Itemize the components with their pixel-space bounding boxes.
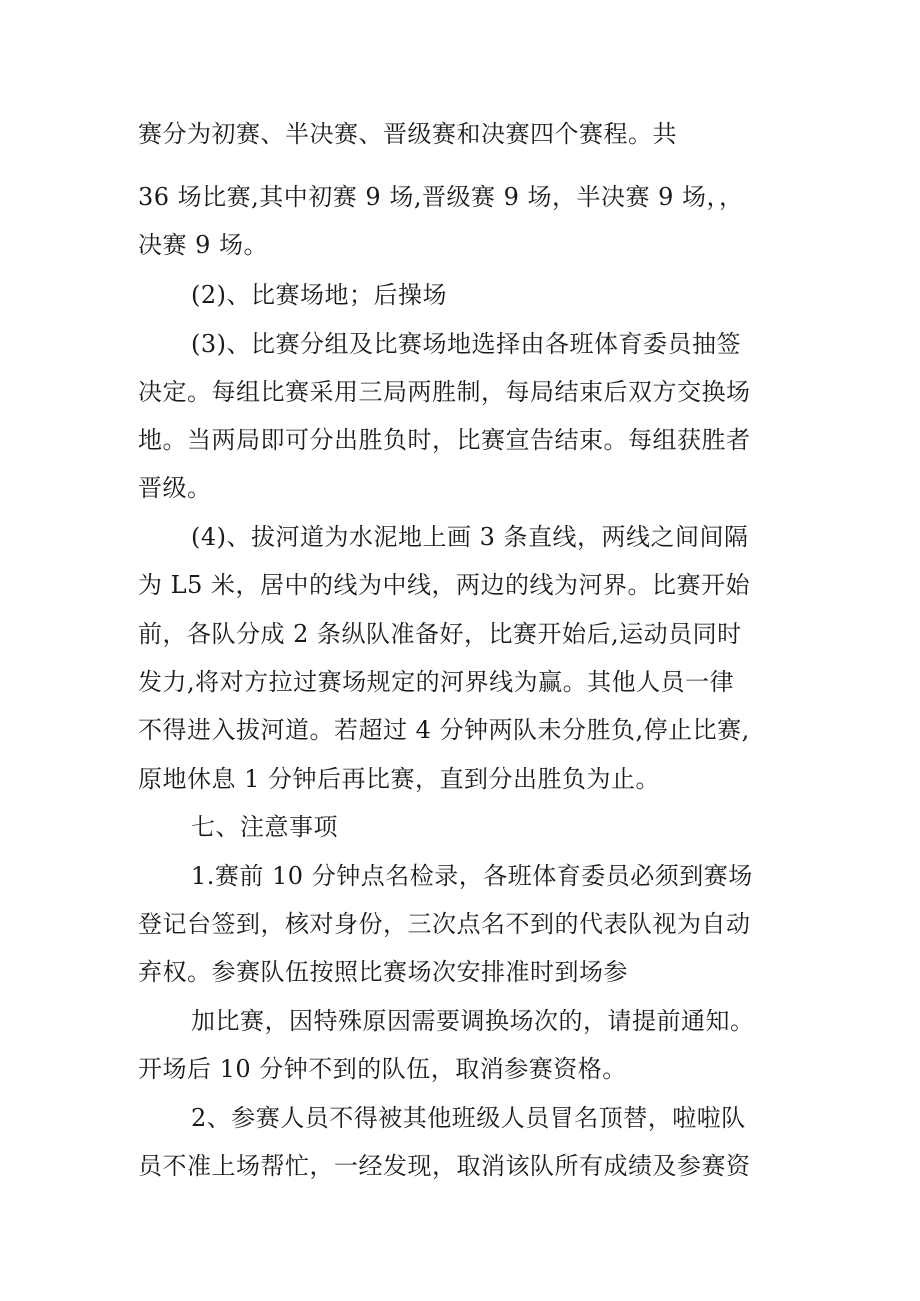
text-line: 加比赛，因特殊原因需要调换场次的，请提前通知。 (191, 1007, 755, 1035)
text-line: 地。当两局即可分出胜负时，比赛宣告结束。每组获胜者 (138, 426, 751, 454)
section-heading: 七、注意事项 (191, 813, 338, 841)
text-line: 员不准上场帮忙，一经发现，取消该队所有成绩及参赛资 (138, 1152, 751, 1180)
text-line: 决定。每组比赛采用三局两胜制，每局结束后双方交换场 (138, 378, 751, 406)
text-line: 决赛 9 场。 (138, 231, 269, 259)
text-line: 弃权。参赛队伍按照比赛场次安排准时到场参 (138, 958, 628, 986)
text-line: 1.赛前 10 分钟点名检录，各班体育委员必须到赛场 (191, 862, 753, 890)
text-line: 发力,将对方拉过赛场规定的河界线为赢。其他人员一律 (138, 668, 735, 696)
text-line: 开场后 10 分钟不到的队伍，取消参赛资格。 (138, 1055, 627, 1083)
text-line: 为 L5 米，居中的线为中线，两边的线为河界。比赛开始 (138, 571, 750, 599)
text-line: 登记台签到，核对身份，三次点名不到的代表队视为自动 (138, 910, 751, 938)
text-line: 原地休息 1 分钟后再比赛，直到分出胜负为止。 (138, 765, 661, 793)
text-line: (3)、比赛分组及比赛场地选择由各班体育委员抽签 (191, 330, 741, 358)
text-line: 2、参赛人员不得被其他班级人员冒名顶替，啦啦队 (191, 1104, 746, 1132)
text-line: 不得进入拔河道。若超过 4 分钟两队未分胜负,停止比赛, (138, 716, 750, 744)
text-line: 36 场比赛,其中初赛 9 场,晋级赛 9 场，半决赛 9 场，， (138, 183, 744, 211)
text-line: (4)、拔河道为水泥地上画 3 条直线，两线之间间隔 (191, 523, 749, 551)
text-line: 前，各队分成 2 条纵队准备好，比赛开始后,运动员同时 (138, 620, 742, 648)
text-line: 赛分为初赛、半决赛、晋级赛和决赛四个赛程。共 (138, 120, 677, 148)
text-line: 晋级。 (138, 474, 212, 502)
text-line: (2)、比赛场地；后操场 (191, 281, 447, 309)
